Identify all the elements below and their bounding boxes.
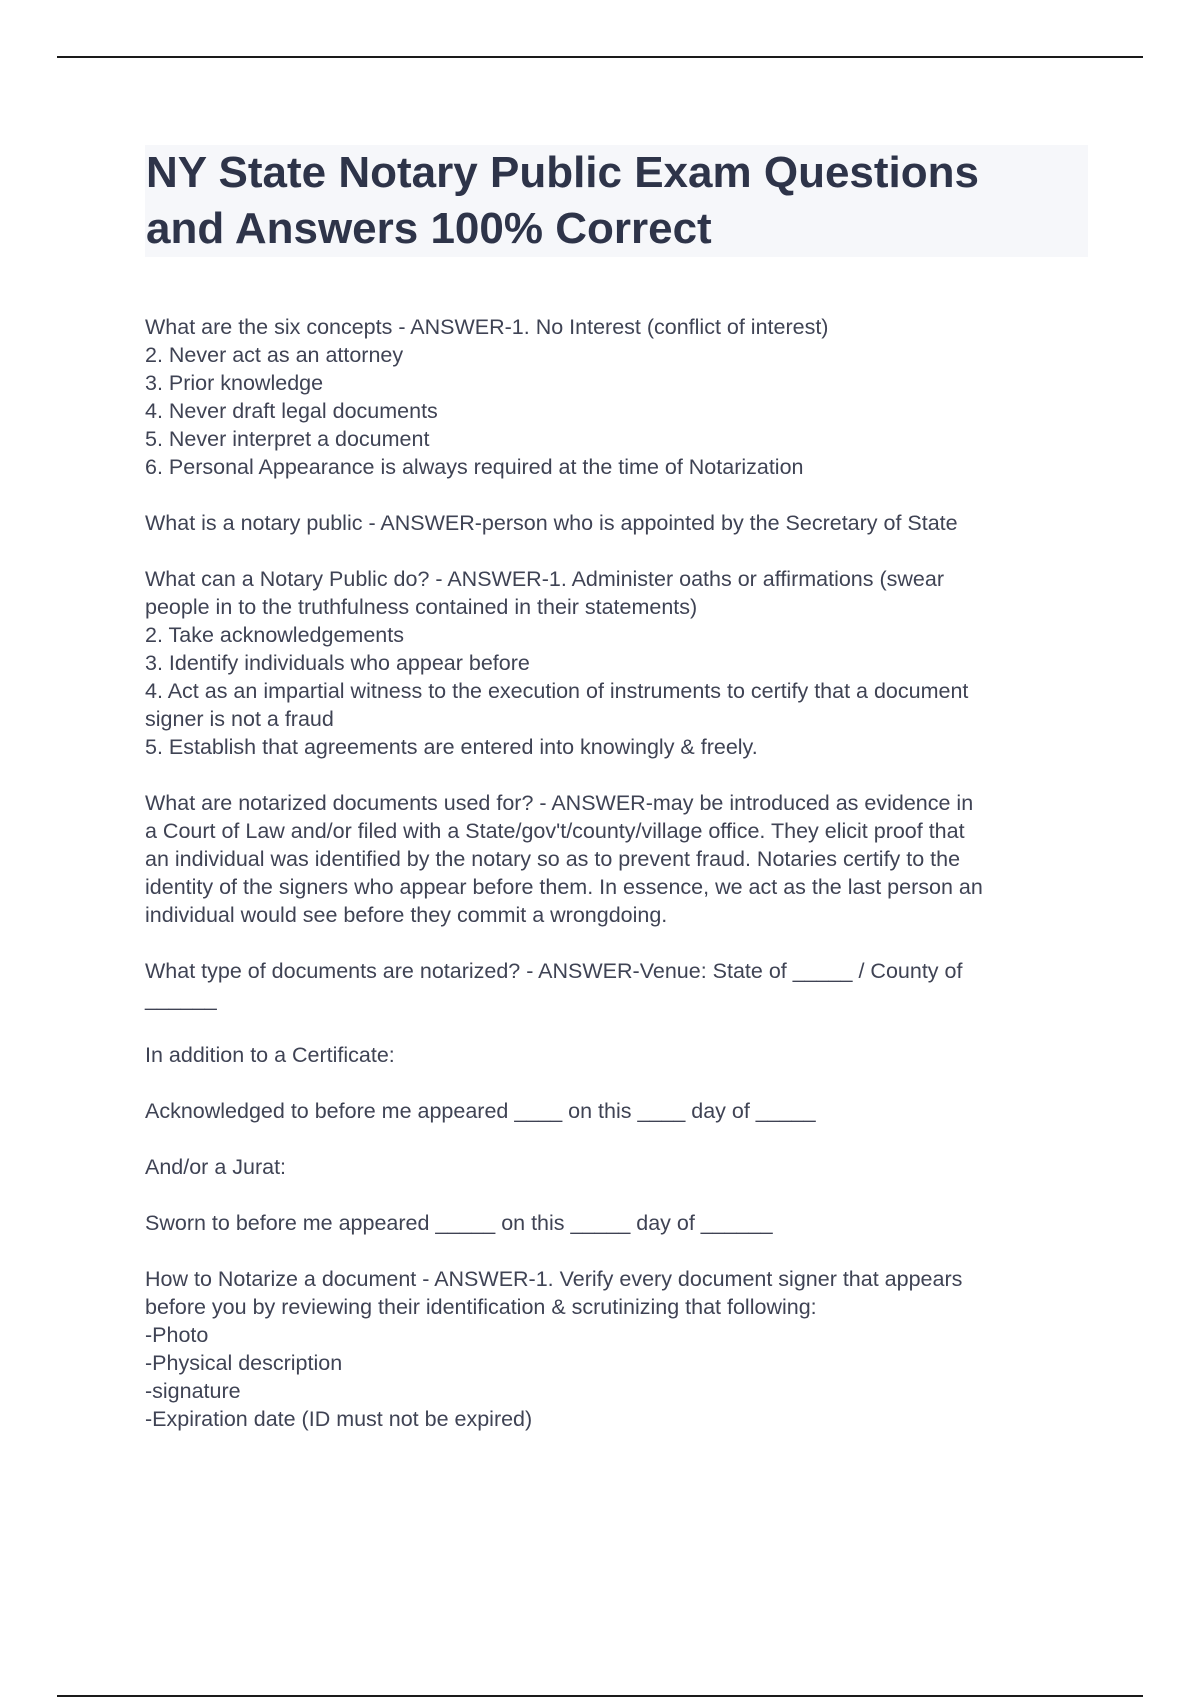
qa-block-notarized-used-for [145,789,1105,929]
jurat-intro [145,1153,1105,1181]
text-line: 3. Identify individuals who appear before [145,651,530,675]
text-line: 6. Personal Appearance is always required at the time of Notarization [145,455,804,479]
top-rule [57,56,1143,58]
text-line: 2. Take acknowledgements [145,623,404,647]
text-line: identity of the signers who appear before them. In essence, we act as the last person an [145,875,983,899]
text-line: 5. Establish that agreements are entered into knowingly & freely. [145,735,758,759]
text-line: 2. Never act as an attorney [145,343,404,367]
jurat-line [145,1209,1105,1237]
title-line-2: and Answers 100% Correct [146,204,712,253]
text-line: -signature [145,1379,241,1403]
acknowledgement-line [145,1097,1105,1125]
text-line: signer is not a fraud [145,707,334,731]
text-line: 3. Prior knowledge [145,371,324,395]
text-line: How to Notarize a document - ANSWER-1. Verify every document signer that appears [145,1267,963,1291]
text-line: 5. Never interpret a document [145,427,430,451]
text-line: a Court of Law and/or filed with a State/gov't/county/village office. They elicit proof that [145,819,965,843]
qa-block-notary-public [145,509,1105,537]
text-line: And/or a Jurat: [145,1155,287,1179]
text-line: people in to the truthfulness contained in their statements) [145,595,698,619]
text-line: 4. Act as an impartial witness to the execution of instruments to certify that a document [145,679,969,703]
qa-block-how-to-notarize [145,1265,1105,1433]
document-title [145,145,1088,257]
certificate-intro [145,1041,1105,1069]
text-line: What are notarized documents used for? - ANSWER-may be introduced as evidence in [145,791,974,815]
text-line: What are the six concepts - ANSWER-1. No Interest (conflict of interest) [145,315,829,339]
text-line: -Photo [145,1323,209,1347]
text-line: an individual was identified by the notary so as to prevent fraud. Notaries certify to the [145,847,961,871]
bottom-rule [57,1695,1143,1697]
text-line: -Physical description [145,1351,343,1375]
text-line: In addition to a Certificate: [145,1043,395,1067]
title-line-1: NY State Notary Public Exam Questions [146,148,979,197]
document-body [145,313,1105,1433]
text-line: Acknowledged to before me appeared ____ on this ____ day of _____ [145,1099,816,1123]
text-line: individual would see before they commit a wrongdoing. [145,903,668,927]
qa-block-six-concepts [145,313,1105,481]
text-line: 4. Never draft legal documents [145,399,438,423]
text-line: Sworn to before me appeared _____ on this _____ day of ______ [145,1211,773,1235]
qa-block-notary-can-do [145,565,1105,761]
text-line: What type of documents are notarized? - ANSWER-Venue: State of _____ / County of [145,959,963,983]
text-line: What is a notary public - ANSWER-person who is appointed by the Secretary of State [145,511,958,535]
text-line: before you by reviewing their identification & scrutinizing that following: [145,1295,817,1319]
text-line: -Expiration date (ID must not be expired) [145,1407,533,1431]
qa-block-document-types [145,957,1105,1013]
text-line: ______ [145,987,217,1011]
text-line: What can a Notary Public do? - ANSWER-1. Administer oaths or affirmations (swear [145,567,944,591]
